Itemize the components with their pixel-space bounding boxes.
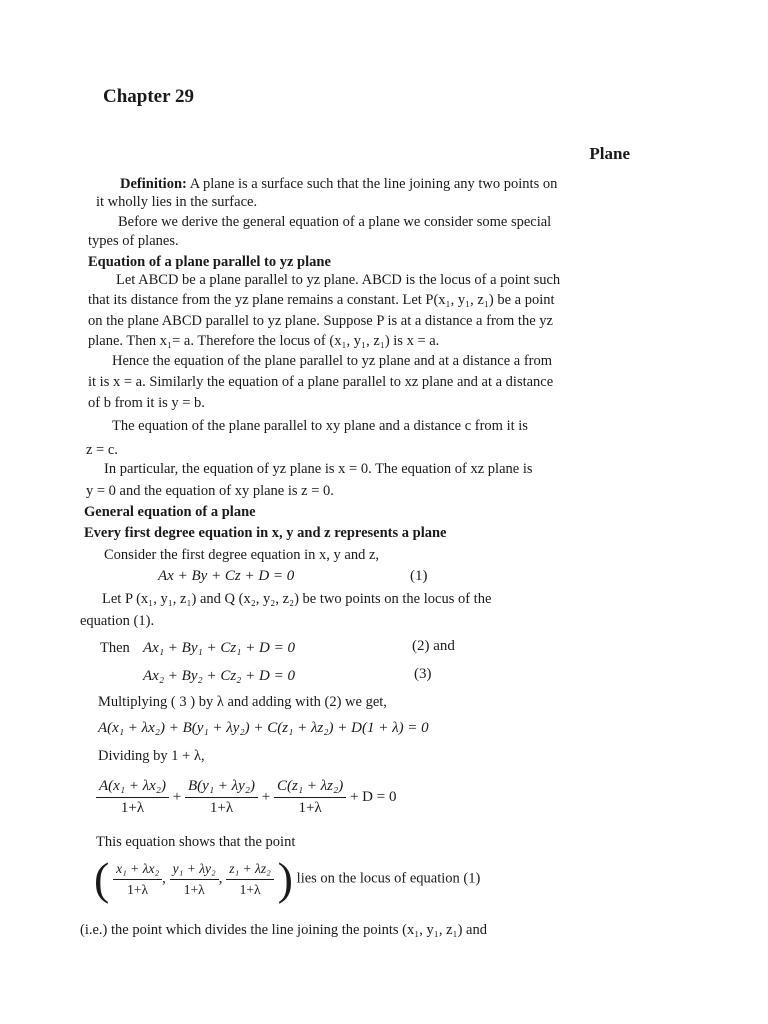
definition-line-1	[120, 176, 557, 193]
section-title: Plane	[589, 144, 630, 163]
paragraph-line: Let ABCD be a plane parallel to yz plane. ABCD is the locus of a point such	[116, 272, 561, 288]
equation-number: (2) and	[412, 638, 455, 654]
paragraph-line: The equation of the plane parallel to xy plane and a distance c from it is	[112, 418, 528, 434]
equation-number: (1)	[410, 568, 428, 584]
paragraph-line: Consider the first degree equation in x, y and z,	[104, 547, 380, 563]
paragraph-line: on the plane ABCD parallel to yz plane. Suppose P is at a distance a from the yz	[88, 313, 553, 329]
subheading: General equation of a plane	[84, 504, 256, 520]
paragraph-line: Let P (x₁, y₁, z₁) and Q (x₂, y₂, z₂) be two points on the locus of the	[102, 591, 492, 607]
subheading: Equation of a plane parallel to yz plane	[88, 254, 331, 270]
definition-line-2: it wholly lies in the surface.	[96, 194, 258, 210]
paragraph-line: types of planes.	[88, 233, 179, 249]
fraction: $\frac{\text{x₁ + λx₂}}{1+\lambda}$	[113, 861, 162, 898]
fraction: $\frac{\text{C(z₁ + λz₂)}}{1+\lambda}$	[274, 778, 346, 817]
fraction: $\frac{\text{z₁ + λz₂}}{1+\lambda}$	[226, 861, 274, 898]
paragraph-line: that its distance from the yz plane remains a constant. Let P(x₁, y₁, z₁) be a point	[88, 292, 555, 308]
paragraph-line: Hence the equation of the plane parallel to yz plane and at a distance a from	[112, 353, 553, 369]
paragraph-line: Multiplying ( 3 ) by λ and adding with (2) we get,	[98, 694, 387, 710]
equation-2: Ax₁ + By₁ + Cz₁ + D = 0	[143, 640, 295, 656]
paragraph-line: Dividing by 1 + λ,	[98, 748, 205, 764]
equation-5: $\frac{\text{A(x₁ + λx₂)}}{1+\lambda}$ + $\frac{\text{B(y₁ + λy₂)}}{1+\lambda}$ + $\frac{\text{C(z₁ + λz₂)}}{1+\lambda}$ + D = 0	[96, 778, 396, 817]
paragraph-line: y = 0 and the equation of xy plane is z = 0.	[86, 483, 334, 499]
paragraph-line: of b from it is y = b.	[88, 395, 205, 411]
fraction: $\frac{\text{y₁ + λy₂}}{1+\lambda}$	[170, 861, 219, 898]
subheading: Every first degree equation in x, y and z represents a plane	[84, 525, 447, 541]
equation-3: Ax₂ + By₂ + Cz₂ + D = 0	[143, 668, 295, 684]
equation-number: (3)	[414, 666, 432, 682]
fraction: $\frac{\text{A(x₁ + λx₂)}}{1+\lambda}$	[96, 778, 169, 817]
fraction: $\frac{\text{B(y₁ + λy₂)}}{1+\lambda}$	[185, 778, 258, 817]
paragraph-line: In particular, the equation of yz plane is x = 0. The equation of xz plane is	[104, 461, 533, 477]
paragraph-line: Before we derive the general equation of a plane we consider some special	[118, 214, 552, 230]
paragraph-line: equation (1).	[80, 613, 155, 629]
definition-text: A plane is a surface such that the line joining any two points on	[189, 176, 558, 192]
paragraph-line: it is x = a. Similarly the equation of a plane parallel to xz plane and at a distance	[88, 374, 554, 390]
paragraph-line: plane. Then x₁= a. Therefore the locus of (x₁, y₁, z₁) is x = a.	[88, 333, 440, 349]
definition-label: Definition:	[120, 176, 187, 192]
chapter-heading: Chapter 29	[103, 86, 194, 107]
paragraph-line: z = c.	[86, 442, 118, 458]
then-label: Then	[100, 640, 130, 656]
equation-1: Ax + By + Cz + D = 0	[158, 568, 295, 584]
equation-4: A(x₁ + λx₂) + B(y₁ + λy₂) + C(z₁ + λz₂) + D(1 + λ) = 0	[98, 720, 429, 736]
paragraph-line: This equation shows that the point	[96, 834, 296, 850]
point-expression: ( $\frac{\text{x₁ + λx₂}}{1+\lambda}$ , $\frac{\text{y₁ + λy₂}}{1+\lambda}$ , $\frac{\text{z₁ + λz₂}}{1+\lambda}$ ) lies on the locus of equation (1)	[94, 853, 481, 904]
lies-text: lies on the locus of equation (1)	[296, 870, 481, 887]
paragraph-line: (i.e.) the point which divides the line joining the points (x₁, y₁, z₁) and	[80, 922, 487, 938]
